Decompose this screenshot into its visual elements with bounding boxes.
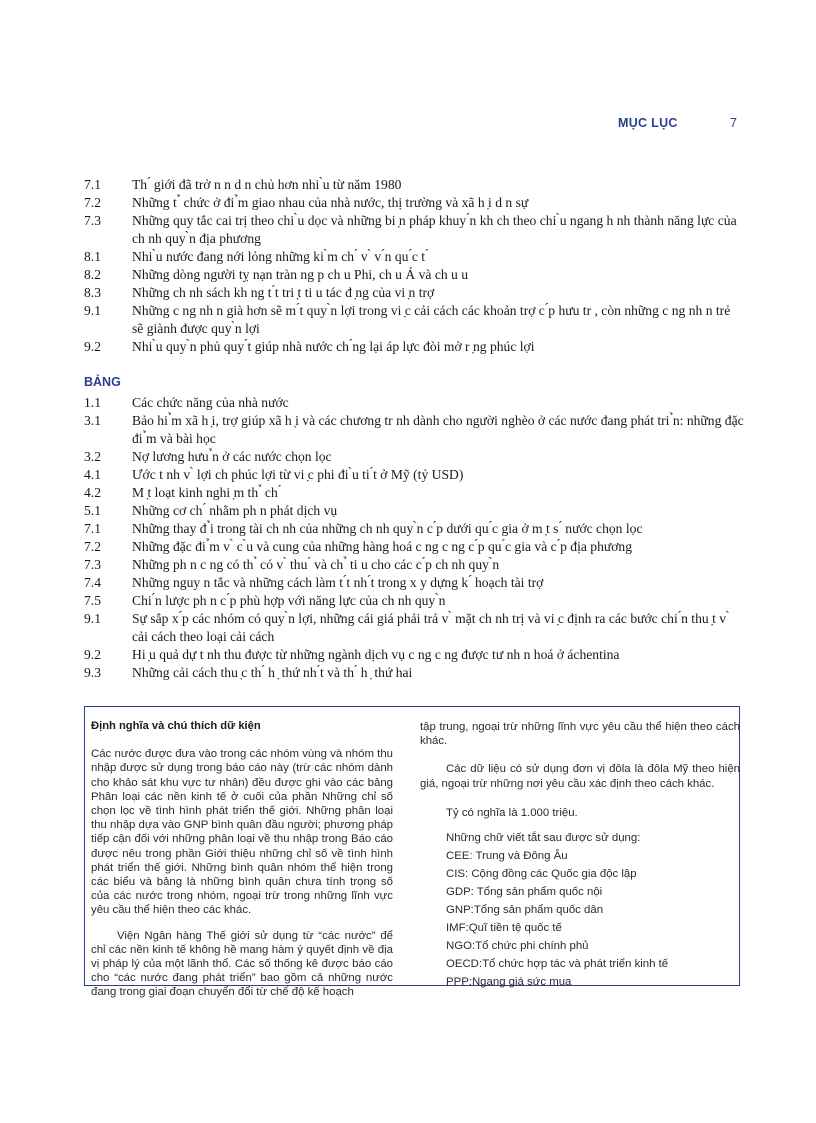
box-paragraph-countries: Viện Ngân hàng Thế giới sử dụng từ “các nước” để chỉ các nền kinh tế không hề mang hàm ý quyết định về địa vị pháp lý của một lãnh thổ. Các số thống kê được báo cáo cho “các nước đang phát triển” bao gồm cả những nước đang trong giai đoạn chuyển đổi từ chế độ kế hoạch [91, 929, 393, 999]
abbreviation-item: OECD:Tổ chức hợp tác và phát triển kinh tế [446, 958, 669, 971]
box-heading: Định nghĩa và chú thích dữ kiện [91, 720, 261, 732]
table-entry [84, 502, 744, 520]
table-title: Những nguy n tắc và những cách làm t ́t nh ́t trong x y dựng k ́ hoạch tài trợ [132, 575, 544, 590]
figure-number: 8.2 [84, 267, 101, 282]
abbreviation-item: IMF:Quĩ tiền tệ quốc tế [446, 922, 562, 935]
figure-number: 7.3 [84, 213, 101, 228]
table-title: Ước t nh v ̀ lợi ch phúc lợi từ vi ̣c phi đi ̀u ti ́t ở Mỹ (tỷ USD) [132, 467, 464, 482]
table-entry [84, 592, 744, 610]
figure-entry [84, 266, 744, 284]
table-title: Những ph n c ng có th ̉ có v ̀ thu ́ và ch ̉ ti u cho các c ́p ch nh quy ̀n [132, 557, 500, 572]
table-entry [84, 466, 744, 484]
page-number: 7 [730, 116, 737, 130]
table-entry [84, 610, 744, 646]
table-entry [84, 520, 744, 538]
abbreviation-item: CIS: Cộng đồng các Quốc gia độc lập [446, 868, 637, 881]
figure-number: 8.3 [84, 285, 101, 300]
page-header [0, 116, 816, 136]
table-number: 1.1 [84, 395, 101, 410]
table-number: 9.2 [84, 647, 101, 662]
table-entry [84, 412, 744, 448]
figure-number: 9.1 [84, 303, 101, 318]
figure-title: Nhi ̀u nước đang nới lỏng những ki ̀m ch ́ v ̀ v ́n qu ́c t ́ [132, 249, 429, 264]
table-entry [84, 646, 744, 664]
table-number: 3.1 [84, 413, 101, 428]
box-paragraph-countries-cont: tập trung, ngoại trừ những lĩnh vực yêu cầu thể hiện theo cách khác. [420, 721, 740, 748]
table-number: 7.4 [84, 575, 101, 590]
abbreviation-item: GDP: Tổng sản phẩm quốc nội [446, 886, 603, 899]
figure-title: Những ch nh sách kh ng t ́t tri ̣t ti u tác đ ̣ng của vi ̣n trợ [132, 285, 435, 300]
figure-title: Những t ̉ chức ở đi ̉m giao nhau của nhà nước, thị trường và xã h ̣i d n sự [132, 195, 529, 210]
table-title: Những cải cách thu ̣c th ́ h ̣ thứ nh ́t và th ́ h ̣ thứ hai [132, 665, 413, 680]
table-number: 7.1 [84, 521, 101, 536]
figure-title: Những dòng người tỵ nạn tràn ng p ch u Phi, ch u Á và ch u u [132, 267, 469, 282]
figure-number: 8.1 [84, 249, 101, 264]
box-column-left [91, 719, 393, 1011]
figure-entry [84, 248, 744, 266]
figure-entry [84, 194, 744, 212]
table-entry [84, 484, 744, 502]
table-title: Nợ lương hưu ̉n ở các nước chọn lọc [132, 449, 332, 464]
table-title: M ̣t loạt kinh nghi ̣m th ̉ ch ́ [132, 485, 282, 500]
table-title: Những thay đ ̉i trong tài ch nh của những ch nh quy ̀n c ́p dưới qu ́c gia ở m ̣t s ́ nước chọn lọc [132, 521, 643, 536]
box-paragraph-billion: Tỷ có nghĩa là 1.000 triệu. [446, 806, 578, 819]
table-list [84, 394, 744, 682]
table-number: 9.1 [84, 611, 101, 626]
abbreviation-list [420, 831, 740, 989]
abbreviation-item: CEE: Trung và Đông Âu [446, 850, 568, 863]
table-title: Những đặc đi ̉m v ̀ c ̀u và cung của những hàng hoá c ng c ng c ́p qu ́c gia và c ́p địa phương [132, 539, 633, 554]
table-number: 9.3 [84, 665, 101, 680]
figure-list [84, 176, 744, 356]
table-title: Các chức năng của nhà nước [132, 395, 289, 410]
figure-title: Những quy tắc cai trị theo chi ̀u dọc và những bi ̣n pháp khuy ́n kh ch theo chi ̀u ngang h nh thành năng lực của ch nh quy ̀n địa phương [132, 213, 737, 246]
table-number: 3.2 [84, 449, 101, 464]
table-entry [84, 574, 744, 592]
abbreviation-item: NGO:Tổ chức phi chính phủ [446, 940, 589, 953]
table-number: 7.5 [84, 593, 101, 608]
header-title: MỤC LỤC [618, 116, 678, 130]
figure-entry [84, 338, 744, 356]
box-paragraph-groups: Các nước được đưa vào trong các nhóm vùng và nhóm thu nhập được sử dụng trong báo cáo này (trừ các nhóm dành cho khảo sát khu vực tư nhân) đều được ghi vào các bảng Phân loại các nền kinh tế ở cuối của phần Những chỉ số chọn lọc về tình hình phát triển thế giới. Những phân loại thu nhập dựa vào GNP bình quân đầu người; phương pháp tiếp cận đối với những phân loại về thu nhập trong Báo cáo được nêu trong phần Giới thiệu những chỉ số về tình hình phát triển thế giới. Những bình quân nhóm thể hiện trong các biểu và bảng là những bình quân chưa tính trọng số của các nước trong nhóm, ngoại trừ trong những lĩnh vực yêu cầu thể hiện theo các khác. [91, 748, 393, 917]
table-title: Sự sắp x ́p các nhóm có quy ̀n lợi, những cái giá phải trả v ̀ mặt ch nh trị và vi ̣c định ra các bước chi ́n thu ̣t v ̀ cải cách theo loại cải cách [132, 611, 730, 644]
figure-entry [84, 284, 744, 302]
box-column-right [420, 720, 740, 993]
table-number: 5.1 [84, 503, 101, 518]
figure-number: 9.2 [84, 339, 101, 354]
figure-title: Những c ng nh n già hơn sẽ m ́t quy ̀n lợi trong vi ̣c cải cách các khoản trợ c ́p hưu tr , còn những c ng nh n trẻ sẽ giành được quy ̀n lợi [132, 303, 731, 336]
figure-entry [84, 176, 744, 194]
table-number: 4.1 [84, 467, 101, 482]
table-entry [84, 556, 744, 574]
table-title: Hi ̣u quả dự t nh thu được từ những ngành dịch vụ c ng c ng được tư nh n hoá ở áchentina [132, 647, 620, 662]
figure-entry [84, 302, 744, 338]
abbreviation-lead: Những chữ viết tắt sau được sử dụng: [446, 832, 641, 845]
figure-title: Th ́ giới đã trở n n d n chủ hơn nhi ̀u từ năm 1980 [132, 177, 402, 192]
table-title: Những cơ ch ́ nhằm ph n phát dịch vụ [132, 503, 338, 518]
box-paragraph-dollars: Các dữ liệu có sử dụng đơn vị đôla là đôla Mỹ theo hiện giá, ngoại trừ những nơi yêu cầu xác định theo cách khác. [420, 763, 740, 790]
table-number: 4.2 [84, 485, 101, 500]
abbreviation-item: PPP:Ngang giá sức mua [446, 976, 572, 989]
table-number: 7.3 [84, 557, 101, 572]
definitions-box [84, 706, 740, 999]
table-number: 7.2 [84, 539, 101, 554]
figure-number: 7.1 [84, 177, 101, 192]
table-title: Bảo hi ̉m xã h ̣i, trợ giúp xã h ̣i và các chương tr nh dành cho người nghèo ở các nước đang phát tri ̉n: những đặc đi ̉m và bài học [132, 413, 744, 446]
table-entry [84, 664, 744, 682]
figure-entry [84, 212, 744, 248]
abbreviation-item: GNP:Tổng sản phẩm quốc dân [446, 904, 604, 917]
table-entry [84, 448, 744, 466]
figure-number: 7.2 [84, 195, 101, 210]
table-entry [84, 538, 744, 556]
figure-title: Nhi ̀u quy ̀n phủ quy ́t giúp nhà nước ch ́ng lại áp lực đòi mở r ̣ng phúc lợi [132, 339, 535, 354]
table-title: Chi ́n lược ph n c ́p phù hợp với năng lực của ch nh quy ̀n [132, 593, 446, 608]
tables-heading: BẢNG [84, 375, 121, 389]
table-entry [84, 394, 744, 412]
